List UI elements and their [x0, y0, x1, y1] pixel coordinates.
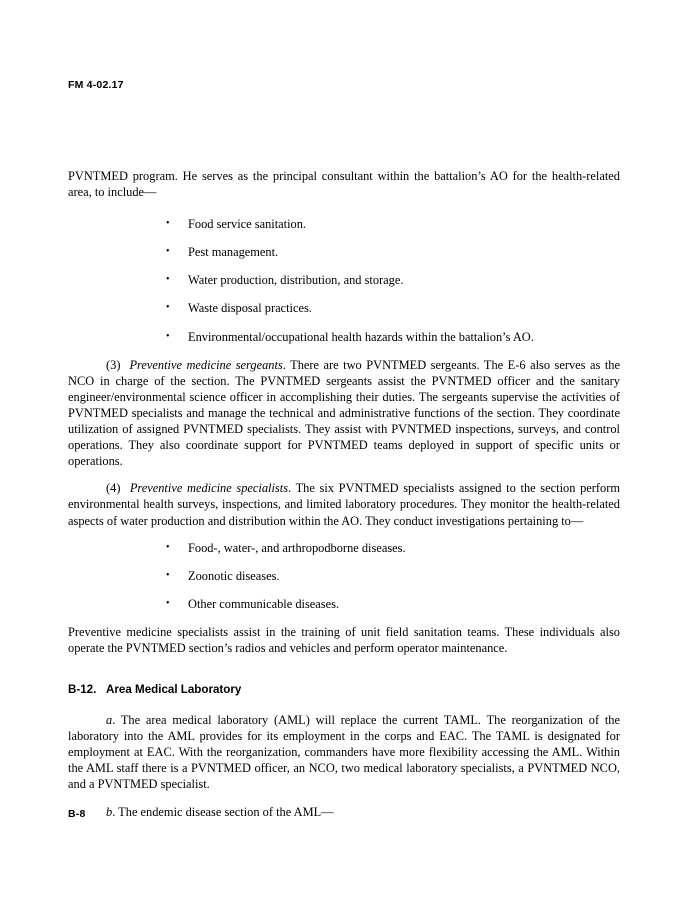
bullet-list-health-related-areas	[68, 216, 620, 344]
bullet-icon: •	[166, 246, 170, 258]
paragraph-4-number: (4)	[106, 481, 121, 496]
page-header-id: FM 4-02.17	[68, 79, 124, 91]
paragraph-4-title: Preventive medicine specialists	[129, 481, 289, 496]
list-item	[68, 329, 620, 345]
paragraph-3-title: Preventive medicine sergeants	[129, 357, 283, 372]
bullet-icon: •	[166, 302, 170, 314]
list-item	[68, 596, 620, 612]
paragraph-3-number: (3)	[106, 357, 121, 372]
paragraph-4-text: . The six PVNTMED specialists assigned to the section perform environmental health surveys, inspections, and limited laboratory procedures. They monitor the health-related aspects of water production and distribution within the AO. They conduct investigations pertaining to—	[68, 481, 620, 528]
list-item	[68, 216, 620, 232]
paragraph-a-text: . The area medical laboratory (AML) will replace the current TAML. The reorganization of the laboratory into the AML provides for its employment in the corps and EAC. The TAML is designated for employment at EAC. With the reorganization, commanders have more flexibility accessing the AML. Within the AML staff there is a PVNTMED officer, an NCO, two medical laboratory specialists, a PVNTMED NCO, and a PVNTMED specialist.	[68, 713, 620, 792]
paragraph-3-text: . There are two PVNTMED sergeants. The E-6 also serves as the NCO in charge of the section. The PVNTMED sergeants assist the PVNTMED officer and the sanitary engineer/environmental science officer in accomplishing their duties. The sergeants supervise the activities of PVNTMED specialists and manage the technical and administrative functions of the section. They coordinate utilization of assigned PVNTMED specialists. They assist with PVNTMED inspections, surveys, and control operations. They also coordinate support for PVNTMED teams deployed in support of specific units or operations.	[68, 357, 620, 469]
list-item-label: Waste disposal practices.	[188, 301, 312, 316]
list-item	[68, 540, 620, 556]
paragraph-b-letter: b	[106, 804, 113, 819]
bullet-list-diseases	[68, 540, 620, 612]
list-item	[68, 300, 620, 316]
section-number: B-12.	[68, 683, 97, 697]
paragraph-intro: PVNTMED program. He serves as the principal consultant within the battalion’s AO for the health-related area, to include—	[68, 169, 620, 200]
bullet-icon: •	[166, 597, 170, 609]
list-item-label: Food service sanitation.	[188, 217, 307, 232]
paragraph-3-preventive-medicine-sergeants	[68, 357, 620, 470]
bullet-icon: •	[166, 541, 170, 553]
page-footer-id: B-8	[68, 808, 86, 820]
bullet-icon: •	[166, 330, 170, 342]
list-item	[68, 272, 620, 288]
paragraph-b-text: . The endemic disease section of the AML—	[112, 804, 334, 819]
document-body	[68, 168, 620, 831]
section-title: Area Medical Laboratory	[106, 683, 242, 697]
paragraph-a-letter: a	[106, 713, 113, 728]
list-item	[68, 568, 620, 584]
list-item-label: Water production, distribution, and storage.	[188, 273, 404, 288]
paragraph-b	[68, 804, 620, 820]
list-item-label: Other communicable diseases.	[188, 596, 340, 611]
bullet-icon: •	[166, 218, 170, 230]
paragraph-a	[68, 712, 620, 792]
paragraph-closing: Preventive medicine specialists assist in the training of unit field sanitation teams. These individuals also operate the PVNTMED section’s radios and vehicles and perform operator maintenance.	[68, 624, 620, 655]
bullet-icon: •	[166, 569, 170, 581]
list-item-label: Environmental/occupational health hazards within the battalion’s AO.	[188, 329, 534, 344]
list-item-label: Food-, water-, and arthropodborne diseases.	[188, 540, 406, 555]
paragraph-4-preventive-medicine-specialists	[68, 480, 620, 528]
list-item	[68, 244, 620, 260]
list-item-label: Zoonotic diseases.	[188, 568, 280, 583]
bullet-icon: •	[166, 274, 170, 286]
section-heading-b12	[68, 682, 620, 698]
list-item-label: Pest management.	[188, 245, 279, 260]
